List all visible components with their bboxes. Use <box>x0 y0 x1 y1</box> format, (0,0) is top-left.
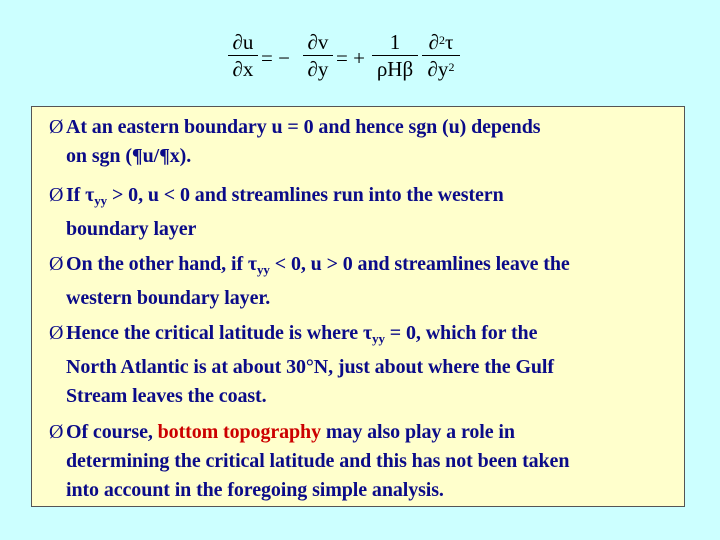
bullet-line <box>66 418 686 447</box>
superscript: 2 <box>448 60 455 74</box>
fraction-numerator: 1 <box>389 30 401 54</box>
fraction-denominator: ∂x <box>232 57 254 81</box>
bullet-line: determining the critical latitude and this has not been taken <box>66 450 570 472</box>
bullet-line: boundary layer <box>66 218 197 240</box>
bullet-line: At an eastern boundary u = 0 and hence sgn (u) depends <box>66 116 541 138</box>
tau-symbol: τ <box>444 30 454 54</box>
bullet-arrow-icon: Ø <box>49 322 64 344</box>
partial-symbol: ∂ <box>428 30 439 54</box>
fraction-dv-dy <box>303 30 333 81</box>
bullet-arrow-icon: Ø <box>49 184 64 206</box>
fraction-coefficient <box>372 30 418 81</box>
text-run: < 0, u > 0 and streamlines leave the <box>269 253 570 275</box>
text-run: > 0, u < 0 and streamlines run into the western <box>107 184 504 206</box>
bullet-line: North Atlantic is at about 30°N, just about where the Gulf <box>66 356 554 378</box>
text-run: Hence the critical latitude is where τ <box>66 322 373 344</box>
bullet-line: Stream leaves the coast. <box>66 385 267 407</box>
equation <box>228 30 460 86</box>
bullet-item-1 <box>66 113 686 171</box>
fraction-denominator: ρHβ <box>376 57 414 81</box>
bullet-item-3 <box>66 250 686 313</box>
bullet-line <box>66 250 686 284</box>
highlighted-text: bottom topography <box>157 421 321 443</box>
bullet-arrow-icon: Ø <box>49 116 64 138</box>
bullet-item-2 <box>66 181 686 244</box>
bullet-item-5 <box>66 418 686 505</box>
fraction-bar <box>228 55 258 56</box>
fraction-bar <box>303 55 333 56</box>
bullet-arrow-icon: Ø <box>49 253 64 275</box>
text-run: If τ <box>66 184 95 206</box>
fraction-bar <box>372 55 418 56</box>
content-panel <box>31 106 685 507</box>
fraction-numerator: ∂u <box>232 30 254 54</box>
text-run: may also play a role in <box>320 421 515 443</box>
superscript: 2 <box>438 33 445 47</box>
fraction-bar <box>422 55 460 56</box>
subscript: yy <box>372 331 385 346</box>
bullet-line: into account in the foregoing simple analysis. <box>66 479 444 501</box>
fraction-second-derivative <box>422 30 460 81</box>
bullet-line: western boundary layer. <box>66 287 271 309</box>
text-run: On the other hand, if τ <box>66 253 258 275</box>
fraction-denominator <box>422 57 460 81</box>
subscript: yy <box>94 193 108 208</box>
bullet-line <box>66 319 686 353</box>
bullet-arrow-icon: Ø <box>49 421 64 443</box>
subscript: yy <box>257 262 270 277</box>
partial-y: ∂y <box>427 57 449 81</box>
text-run: = 0, which for the <box>384 322 538 344</box>
fraction-numerator <box>422 30 460 54</box>
fraction-numerator: ∂v <box>307 30 329 54</box>
bullet-line: on sgn (¶u/¶x). <box>66 145 192 167</box>
text-run: Of course, <box>66 421 158 443</box>
fraction-du-dx <box>228 30 258 81</box>
bullet-line <box>66 181 686 215</box>
bullet-item-4 <box>66 319 686 411</box>
fraction-denominator: ∂y <box>307 57 329 81</box>
equals-plus: = + <box>336 46 365 70</box>
equals-minus: = − <box>261 46 290 70</box>
